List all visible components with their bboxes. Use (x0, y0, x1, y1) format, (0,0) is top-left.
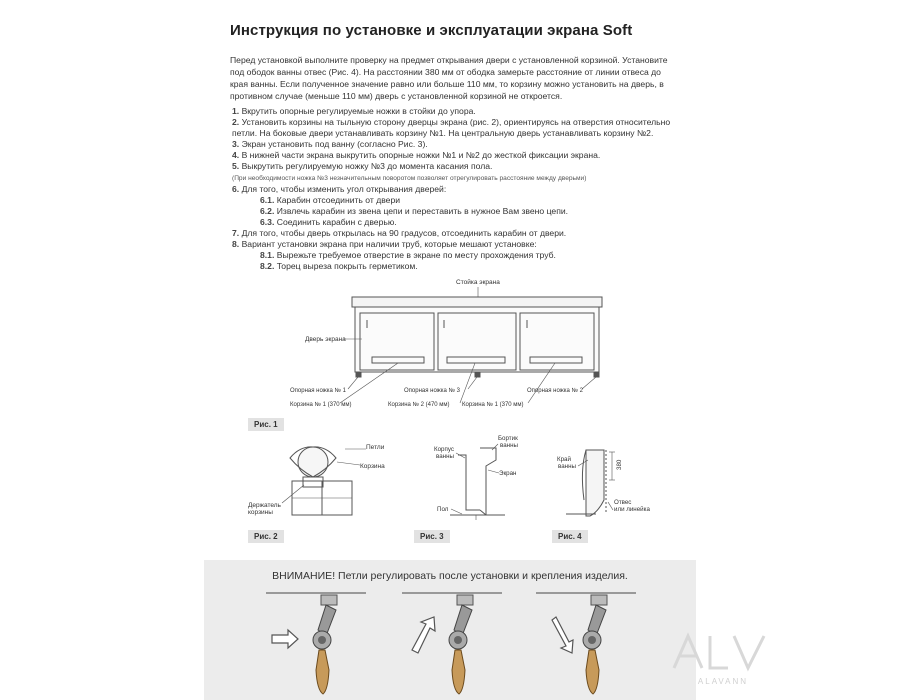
step-text: Карабин отсоединить от двери (276, 194, 401, 205)
step-number: 5. (232, 161, 240, 172)
label-screen: Экран (499, 470, 517, 477)
fig3-section-drawing (450, 444, 505, 520)
label-holder-1: Держатель (248, 502, 281, 509)
step-number: 6. (232, 183, 240, 194)
label-basket1-left: Корзина № 1 (370 мм) (290, 402, 352, 408)
step-text: Вырежьте требуемое отверстие в экране по месту прохождения труб. (276, 250, 556, 261)
step-text: петли. На боковые двери устанавливать корзину №1. На центральную дверь устанавливать корзину №2. (232, 128, 654, 139)
label-edge-1: Край (557, 456, 571, 463)
hinge-adjust-horizontal-icon (266, 590, 366, 695)
label-dim-380: 380 (616, 459, 623, 470)
fig1-screen-drawing (340, 287, 602, 403)
page-title: Инструкция по установке и эксплуатации экрана Soft (230, 22, 633, 39)
sub-step-item (232, 261, 692, 272)
label-basket1-right: Корзина № 1 (370 мм) (462, 402, 524, 408)
fig3-caption: Рис. 3 (414, 530, 450, 543)
step-text: В нижней части экрана выкрутить опорные ножки №1 и №2 до жесткой фиксации экрана. (241, 150, 601, 161)
fig2-caption: Рис. 2 (248, 530, 284, 543)
label-foot3: Опорная ножка № 3 (404, 388, 460, 394)
step-text: Для того, чтобы изменить угол открывания дверей: (241, 183, 447, 194)
step-number: 8. (232, 239, 240, 250)
step-number: 4. (232, 150, 240, 161)
step-text: Установить корзины на тыльную сторону дверцы экрана (рис. 2), ориентируясь на отверстия относительно (241, 117, 671, 128)
step-item (232, 139, 692, 150)
warning-text: ВНИМАНИЕ! Петли регулировать после установки и крепления изделия. (272, 570, 628, 582)
label-basket: Корзина (360, 463, 385, 470)
sub-step-item (232, 195, 692, 206)
step-item (232, 106, 692, 117)
step-text: Вариант установки экрана при наличии труб, которые мешают установке: (241, 239, 537, 250)
step-note (232, 173, 692, 184)
label-foot1: Опорная ножка № 1 (290, 388, 346, 394)
hinge-adjust-height-icon (536, 590, 636, 695)
step-text: Торец выреза покрыть герметиком. (276, 261, 418, 272)
step-item (232, 128, 692, 139)
sub-step-item (232, 217, 692, 228)
step-item (232, 228, 692, 239)
step-number: 8.2. (260, 261, 275, 272)
label-body-1: Корпус (434, 446, 454, 453)
label-edge-2: ванны (558, 463, 576, 470)
alavann-logo (668, 628, 778, 688)
step-text: Соединить карабин с дверью. (276, 216, 397, 227)
intro-paragraph: Перед установкой выполните проверку на предмет открывания двери с установленной корзиной. Установите под ободок ванны отвес (Рис. 4). На расстоянии 380 мм от ободка замерьте расстояние от линии отвеса до края ванны. Если полученное значение равно или больше 110 мм, то корзину можно установить на дверь, в противном случае (меньше 110 мм) дверь с установленной корзиной не откроется. (230, 55, 668, 101)
step-item (232, 184, 692, 195)
warning-panel (204, 560, 696, 700)
step-number: 7. (232, 228, 240, 239)
step-number: 8.1. (260, 250, 275, 261)
label-foot2: Опорная ножка № 2 (527, 388, 583, 394)
step-item (232, 239, 692, 250)
step-number: 6.1. (260, 194, 275, 205)
label-plumb-2: или линейка (614, 506, 650, 513)
fig1-caption: Рис. 1 (248, 418, 284, 431)
step-text: (При необходимости ножка №3 незначительным поворотом позволяет отрегулировать расстояние между дверьми) (232, 174, 587, 182)
step-item (232, 161, 692, 172)
label-floor: Пол (437, 506, 449, 513)
step-text: Для того, чтобы дверь открылась на 90 градусов, отсоединить карабин от двери. (241, 228, 567, 239)
step-text: Экран установить под ванну (согласно Рис. 3). (241, 139, 428, 150)
label-door: Дверь экрана (305, 336, 346, 343)
fig2-basket-drawing (282, 447, 366, 515)
label-body-2: ванны (436, 453, 454, 460)
label-stand: Стойка экрана (456, 279, 500, 286)
step-number: 6.3. (260, 216, 275, 227)
step-text: Выкрутить регулируемую ножку №3 до момента касания пола. (241, 161, 493, 172)
label-hinges: Петли (366, 444, 385, 451)
label-rim-2: ванны (500, 442, 518, 449)
label-plumb-1: Отвес (614, 499, 632, 506)
label-holder-2: корзины (248, 509, 273, 516)
step-text: Извлечь карабин из звена цепи и переставить в нужное Вам звено цепи. (276, 205, 569, 216)
step-item (232, 117, 692, 128)
logo-text: ALAVANN (697, 677, 749, 686)
steps-list (232, 106, 692, 272)
sub-step-item (232, 206, 692, 217)
step-number: 6.2. (260, 205, 275, 216)
label-basket2: Корзина № 2 (470 мм) (388, 402, 450, 408)
fig4-caption: Рис. 4 (552, 530, 588, 543)
step-number: 2. (232, 117, 240, 128)
step-number: 1. (232, 106, 240, 116)
label-rim-1: Бортик (498, 435, 518, 442)
sub-step-item (232, 250, 692, 261)
step-item (232, 150, 692, 161)
fig4-plumb-drawing (566, 450, 615, 516)
step-number: 3. (232, 139, 240, 150)
step-text: Вкрутить опорные регулируемые ножки в стойки до упора. (241, 106, 476, 116)
hinge-adjust-depth-icon (402, 590, 502, 695)
